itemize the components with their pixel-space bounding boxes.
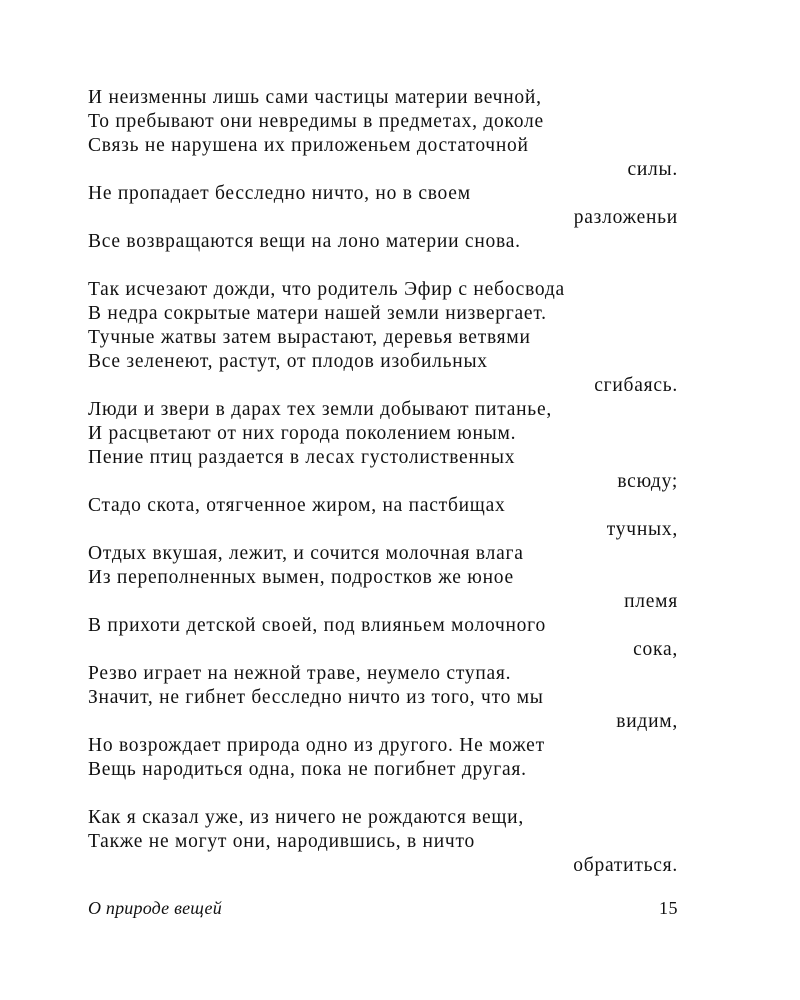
verse-line: Все возвращаются вещи на лоно материи снова.	[88, 231, 521, 252]
verse-line-continuation: всюду;	[617, 471, 678, 492]
poem-text	[88, 86, 678, 878]
verse-line: Как я сказал уже, из ничего не рождаются вещи,	[88, 807, 524, 828]
verse-line: Не пропадает бесследно ничто, но в своем	[88, 183, 471, 204]
verse-line: Все зеленеют, растут, от плодов изобильных	[88, 351, 488, 372]
verse-line: Также не могут они, народившись, в ничто	[88, 831, 475, 852]
verse-line: Пение птиц раздается в лесах густолиственных	[88, 447, 516, 468]
verse-line: Связь не нарушена их приложеньем достаточной	[88, 135, 529, 156]
stanza	[88, 806, 678, 878]
verse-line: И расцветают от них города поколением юным.	[88, 423, 517, 444]
verse-line: Вещь народиться одна, пока не погибнет другая.	[88, 759, 527, 780]
verse-line: То пребывают они невредимы в предметах, доколе	[88, 111, 544, 132]
verse-line: Но возрождает природа одно из другого. Не может	[88, 735, 545, 756]
verse-line: Тучные жатвы затем вырастают, деревья ветвями	[88, 327, 531, 348]
verse-line-continuation: видим,	[616, 711, 678, 732]
verse-line-continuation: разложеньи	[573, 207, 678, 228]
running-title: О природе вещей	[88, 898, 222, 918]
verse-line: Люди и звери в дарах тех земли добывают питанье,	[88, 399, 552, 420]
stanza	[88, 86, 678, 254]
verse-line: Стадо скота, отягченное жиром, на пастбищах	[88, 495, 506, 516]
verse-line-continuation: тучных,	[606, 519, 678, 540]
verse-line: Резво играет на нежной траве, неумело ступая.	[88, 663, 512, 684]
verse-line-continuation: сгибаясь.	[594, 375, 678, 396]
verse-line: В недра сокрытые матери нашей земли низвергает.	[88, 303, 547, 324]
verse-line-continuation: обратиться.	[573, 855, 678, 876]
verse-line: Так исчезают дожди, что родитель Эфир с небосвода	[88, 279, 565, 300]
verse-line: И неизменны лишь сами частицы материи вечной,	[88, 87, 542, 108]
stanza	[88, 278, 678, 782]
verse-line: Из переполненных вымен, подростков же юное	[88, 567, 514, 588]
verse-line: Значит, не гибнет бесследно ничто из того, что мы	[88, 687, 544, 708]
verse-line: Отдых вкушая, лежит, и сочится молочная влага	[88, 543, 524, 564]
verse-line-continuation: племя	[624, 591, 678, 612]
verse-line: В прихоти детской своей, под влияньем молочного	[88, 615, 546, 636]
page-number: 15	[659, 898, 678, 918]
page-footer	[88, 896, 678, 920]
verse-line-continuation: сока,	[633, 639, 678, 660]
verse-line-continuation: силы.	[627, 159, 678, 180]
